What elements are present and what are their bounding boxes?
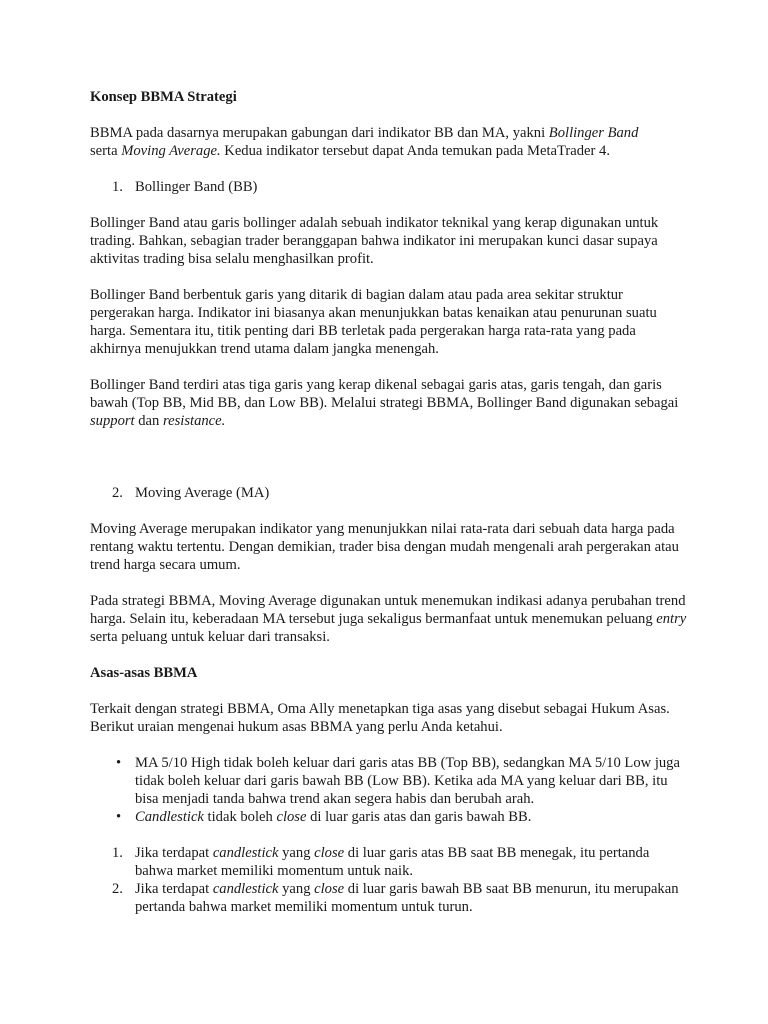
bullet-item-2 [90, 808, 690, 826]
intro-text-1: BBMA pada dasarnya merupakan gabungan dari indikator BB dan MA, yakni [90, 125, 549, 141]
rule-item-1-text-1: Jika terdapat [135, 845, 213, 861]
bb-heading-label: Bollinger Band (BB) [135, 179, 258, 195]
ma-paragraph-2-text-1: Pada strategi BBMA, Moving Average digunakan untuk menemukan indikasi adanya perubahan trend harga. Selain itu, keberadaan MA tersebut juga sekaligus bermanfaat untuk menemukan peluang [90, 593, 686, 627]
rule-item-2-candlestick: candlestick [212, 881, 279, 897]
bb-paragraph-1: Bollinger Band atau garis bollinger adalah sebuah indikator teknikal yang kerap digunakan untuk trading. Bahkan, sebagian trader beranggapan bahwa indikator ini merupakan kunci dasar supaya aktivitas trading bisa selalu menghasilkan profit. [90, 215, 659, 267]
ma-heading [90, 484, 690, 502]
document-title: Konsep BBMA Strategi [90, 89, 237, 105]
support-term: support [90, 413, 135, 429]
bb-paragraph-2: Bollinger Band berbentuk garis yang ditarik di bagian dalam atau pada area sekitar struktur pergerakan harga. Indikator ini biasanya akan menunjukkan batas kenaikan atau penurunan suatu harga. Sementara itu, titik penting dari BB terletak pada pergerakan harga rata-rata yang pada akhirnya menujukkan trend utama dalam jangka menengah. [90, 287, 657, 357]
ma-paragraph-2-text-2: serta peluang untuk keluar dari transaksi. [90, 629, 330, 645]
rule-item-1 [90, 844, 690, 880]
bullet-marker: • [116, 809, 122, 825]
rule-item-1-text-3: di luar garis atas BB saat BB menegak, itu pertanda bahwa market memiliki momentum untuk naik. [135, 845, 650, 879]
close-term: close [276, 809, 307, 825]
rule-item-2-text-3: di luar garis bawah BB saat BB menurun, itu merupakan pertanda bahwa market memiliki momentum untuk turun. [135, 881, 679, 915]
asas-title: Asas-asas BBMA [90, 665, 198, 681]
rule-item-1-close: close [314, 845, 345, 861]
moving-average-term: Moving Average. [121, 143, 221, 159]
ma-paragraph-2 [90, 592, 690, 646]
rule-item-2-close: close [314, 881, 345, 897]
bb-heading [90, 178, 690, 196]
rule-item-1-marker: 1. [112, 845, 123, 861]
bb-paragraph-3 [90, 376, 690, 430]
asas-intro-paragraph: Terkait dengan strategi BBMA, Oma Ally menetapkan tiga asas yang disebut sebagai Hukum Asas. Berikut uraian mengenai hukum asas BBMA yang perlu Anda ketahui. [90, 701, 670, 735]
ma-paragraph-1: Moving Average merupakan indikator yang menunjukkan nilai rata-rata dari sebuah data harga pada rentang waktu tertentu. Dengan demikian, trader bisa dengan mudah mengenali arah pergerakan atau trend harga secara umum. [90, 521, 679, 573]
bullet-marker: • [116, 755, 122, 771]
ma-heading-label: Moving Average (MA) [135, 485, 270, 501]
rule-item-2-text-2: yang [278, 881, 315, 897]
bb-paragraph-3-text-1: Bollinger Band terdiri atas tiga garis yang kerap dikenal sebagai garis atas, garis tengah, dan garis bawah (Top BB, Mid BB, dan Low BB). Melalui strategi BBMA, Bollinger Band digunakan sebagai [90, 377, 679, 411]
document-page [90, 88, 690, 916]
resistance-term: resistance. [162, 413, 226, 429]
bb-paragraph-3-text-2: dan [134, 413, 163, 429]
bb-heading-marker: 1. [112, 179, 123, 195]
bollinger-band-term: Bollinger Band [548, 125, 639, 141]
entry-term: entry [656, 611, 687, 627]
bullet-item-2-text-2: di luar garis atas dan garis bawah BB. [306, 809, 532, 825]
candlestick-term: Candlestick [135, 809, 204, 825]
rule-item-2-marker: 2. [112, 881, 123, 897]
bullet-item-2-text-1: tidak boleh [203, 809, 277, 825]
rule-item-2 [90, 880, 690, 916]
intro-text-3: Kedua indikator tersebut dapat Anda temukan pada MetaTrader 4. [220, 143, 610, 159]
intro-paragraph [90, 124, 690, 160]
rule-item-1-text-2: yang [278, 845, 315, 861]
rule-item-2-text-1: Jika terdapat [135, 881, 213, 897]
bullet-item-1-text: MA 5/10 High tidak boleh keluar dari garis atas BB (Top BB), sedangkan MA 5/10 Low juga tidak boleh keluar dari garis bawah BB (Low BB). Ketika ada MA yang keluar dari BB, itu bisa menjadi tanda bahwa trend akan segera habis dan berubah arah. [135, 755, 680, 807]
intro-text-2: serta [90, 143, 122, 159]
bullet-item-1 [90, 754, 690, 808]
ma-heading-marker: 2. [112, 485, 123, 501]
rule-item-1-candlestick: candlestick [212, 845, 279, 861]
